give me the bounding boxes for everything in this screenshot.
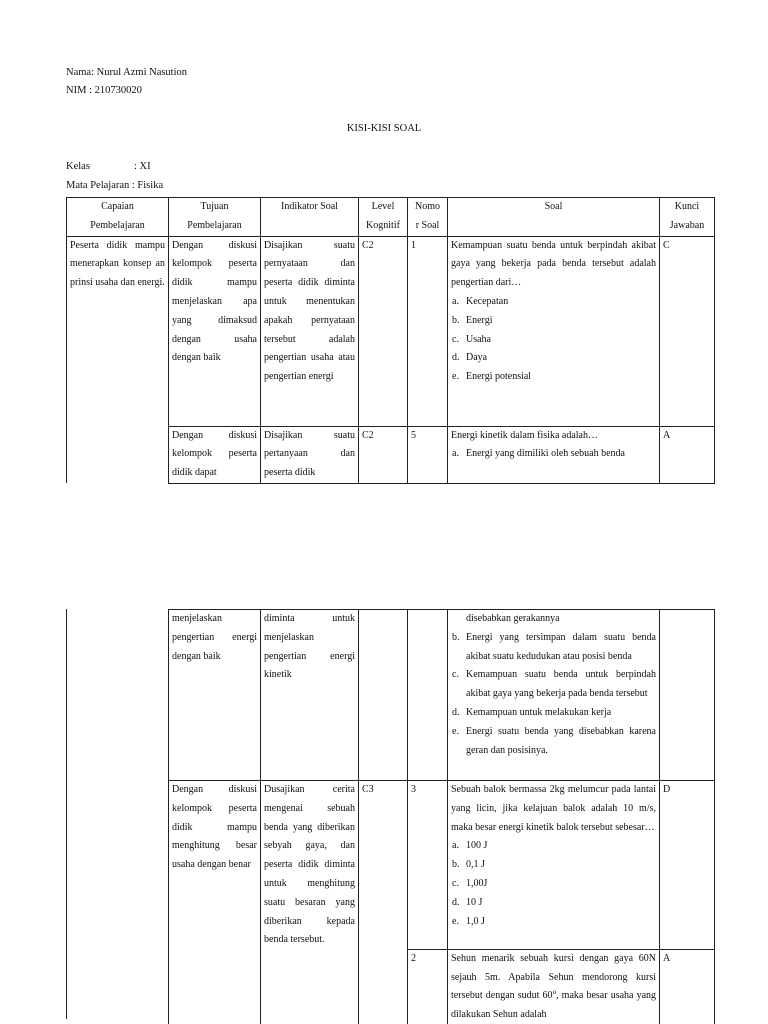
- level-cell: C3: [359, 781, 408, 1024]
- header-kunci: Kunci Jawaban: [660, 198, 715, 237]
- header-tujuan: Tujuan Pembelajaran: [169, 198, 261, 237]
- header-level: Level Kognitif: [359, 198, 408, 237]
- option-b: b. Energi yang tersimpan dalam suatu benda akibat suatu kedudukan atau posisi benda: [452, 631, 656, 662]
- option-e: e. Energi potensial: [452, 371, 532, 383]
- option-d: d. Daya: [452, 352, 488, 364]
- kelas-label: Kelas: [66, 161, 90, 172]
- document-title: KISI-KISI SOAL: [346, 123, 422, 134]
- option-a: a. 100 J: [452, 840, 488, 852]
- table-row: [169, 610, 715, 781]
- question-text: Sehun menarik sebuah kursi dengan gaya 60N sejauh 5m. Apabila Sehun mendorong kursi tersebut dengan sudut 60$^o$, maka besar usaha yang dilakukan Sehun adalah: [451, 953, 657, 1020]
- kunci-cell: A: [660, 426, 715, 483]
- option-a: a. Energi yang dimiliki oleh sebuah benda: [452, 448, 625, 460]
- kisi-table-page2: [168, 609, 715, 1024]
- level-cell: C2: [359, 426, 408, 483]
- level-cell: [359, 610, 408, 781]
- indikator-cell: Disajikan suatu pernyataan dan peserta didik diminta untuk menentukan apakah pernyataan tersebut adalah pengertian usaha atau pengertian energi: [261, 236, 359, 426]
- header-nomor: Nomo r Soal: [408, 198, 448, 237]
- nomor-cell: [408, 610, 448, 781]
- degree-sign: o: [552, 988, 557, 996]
- option-c: c. Kemampuan suatu benda untuk berpindah akibat gaya yang bekerja pada benda tersebut: [452, 669, 656, 700]
- soal-cell: [448, 950, 660, 1024]
- option-e: e. 1,0 J: [452, 915, 485, 927]
- tujuan-cell: Dengan diskusi kelompok peserta didik mampu menghitung besar usaha dengan benar: [169, 781, 261, 1024]
- tujuan-cell: menjelaskan pengertian energi dengan baik: [169, 610, 261, 781]
- question-text: Kemampuan suatu benda untuk berpindah akibat gaya yang bekerja pada benda tersebut adalah pengertian dari…: [451, 239, 656, 289]
- kelas-value: : XI: [134, 161, 151, 172]
- kunci-cell: [660, 610, 715, 781]
- option-e: e. Energi suatu benda yang disebabkan karena geran dan posisinya.: [452, 725, 656, 756]
- kunci-cell: C: [660, 236, 715, 426]
- header-capaian: Capaian Pembelajaran: [67, 198, 169, 237]
- table-header-row: [67, 198, 715, 237]
- option-c: c. Usaha: [452, 333, 491, 345]
- indikator-cell: Dusajikan cerita mengenai sebuah benda yang diberikan sebyah gaya, dan peserta didik diminta untuk menghitung suatu besaran yang diberikan kepada benda tersebut.: [261, 781, 359, 1024]
- option-d: d. Kemampuan untuk melakukan kerja: [452, 706, 612, 718]
- student-name: Nama: Nurul Azmi Nasution: [66, 67, 188, 78]
- nomor-cell: 5: [408, 426, 448, 483]
- question-text: Energi kinetik dalam fisika adalah…: [451, 429, 598, 441]
- kunci-cell: D: [660, 781, 715, 950]
- option-c: c. 1,00J: [452, 877, 488, 889]
- mata-pelajaran: Mata Pelajaran : Fisika: [66, 180, 164, 191]
- soal-cell: [448, 426, 660, 483]
- kisi-table-page1: [66, 197, 715, 484]
- level-cell: C2: [359, 236, 408, 426]
- tujuan-cell: Dengan diskusi kelompok peserta didik mampu menjelaskan apa yang dimaksud dengan usaha dengan baik: [169, 236, 261, 426]
- soal-cell: [448, 610, 660, 781]
- header-soal: Soal: [448, 198, 660, 237]
- tujuan-cell: Dengan diskusi kelompok peserta didik dapat: [169, 426, 261, 483]
- table-row: [67, 236, 715, 426]
- option-a: a. Kecepatan: [452, 295, 509, 307]
- table-row: [169, 781, 715, 950]
- student-nim: NIM : 210730020: [66, 85, 142, 96]
- nomor-cell: 2: [408, 950, 448, 1024]
- option-b: b. 0,1 J: [452, 859, 485, 871]
- indikator-cell: Disajikan suatu pertanyaan dan peserta didik: [261, 426, 359, 483]
- option-d: d. 10 J: [452, 896, 483, 908]
- nomor-cell: 1: [408, 236, 448, 426]
- capaian-cell: Peserta didik mampu menerapkan konsep an prinsi usaha dan energi.: [67, 236, 169, 483]
- question-text: Sebuah balok bermassa 2kg melumcur pada lantai yang licin, jika kelajuan balok adalah 10 m/s, maka besar energi kinetik balok tersebut sebesar…: [451, 784, 656, 833]
- soal-cell: [448, 781, 660, 950]
- option-b: b. Energi: [452, 314, 493, 326]
- option-a-continued: disebabkan gerakannya: [466, 613, 560, 624]
- header-indikator: Indikator Soal: [261, 198, 359, 237]
- soal-cell: [448, 236, 660, 426]
- capaian-column-border: [66, 609, 67, 1019]
- indikator-cell: diminta untuk menjelaskan pengertian energi kinetik: [261, 610, 359, 781]
- kunci-cell: A: [660, 950, 715, 1024]
- nomor-cell: 3: [408, 781, 448, 950]
